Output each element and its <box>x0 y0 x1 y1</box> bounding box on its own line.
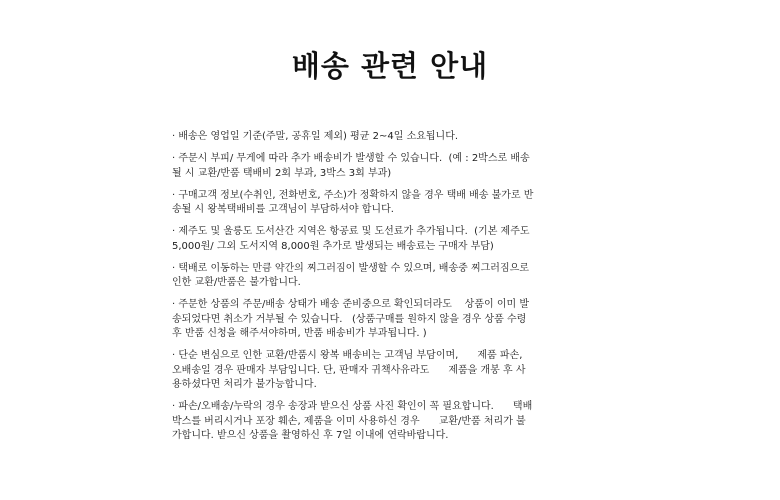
notice-item <box>172 400 612 444</box>
notice-item <box>172 262 612 291</box>
page-title: 배송 관련 안내 <box>291 49 489 83</box>
notice-item <box>172 298 612 342</box>
notice-line: 송되었다면 취소가 거부될 수 있습니다. (상품구매를 원하지 않을 경우 상품 수령 <box>172 313 527 325</box>
notice-line: · 주문한 상품의 주문/배송 상태가 배송 준비중으로 확인되더라도 상품이 이미 발 <box>172 299 529 310</box>
notice-line: 인한 교환/반품은 불가합니다. <box>172 277 301 288</box>
notice-list <box>172 130 612 451</box>
notice-item <box>172 130 612 145</box>
notice-line: · 단순 변심으로 인한 교환/반품시 왕복 배송비는 고객님 부담이며, 제품 파손, <box>172 350 523 361</box>
notice-line: 가합니다. 받으신 상품을 촬영하신 후 7일 이내에 연락바랍니다. <box>172 430 449 441</box>
notice-line: · 주문시 부피/ 무게에 따라 추가 배송비가 발생할 수 있습니다. (예 : 2박스로 배송 <box>172 153 530 164</box>
notice-line: 오배송일 경우 판매자 부담입니다. 단, 판매자 귀책사유라도 제품을 개봉 후 사 <box>172 364 526 376</box>
notice-line: · 배송은 영업일 기준(주말, 공휴일 제외) 평균 2~4일 소요됩니다. <box>172 131 459 142</box>
notice-line: 5,000원/ 그외 도서지역 8,000원 추가로 발생되는 배송료는 구매자 부담) <box>172 240 494 252</box>
notice-line: · 제주도 및 울릉도 도서산간 지역은 항공료 및 도선료가 추가됩니다. (기본 제주도 <box>172 226 530 237</box>
notice-line: · 택배로 이동하는 만큼 약간의 찌그러짐이 발생할 수 있으며, 배송중 찌그러짐으로 <box>172 262 529 274</box>
notice-line: · 구매고객 정보(수취인, 전화번호, 주소)가 정확하지 않을 경우 택배 배송 불가로 반 <box>172 189 534 201</box>
notice-line: · 파손/오배송/누락의 경우 송장과 받으신 상품 사진 확인이 꼭 필요합니다. 택배 <box>172 401 533 412</box>
notice-item <box>172 225 612 254</box>
notice-line: 박스를 버리시거나 포장 훼손, 제품을 이미 사용하신 경우 교환/반품 처리가 불 <box>172 415 526 427</box>
notice-line: 송될 시 왕복택배비를 고객님이 부담하셔야 합니다. <box>172 204 394 215</box>
notice-line: 후 반품 신청을 해주셔야하며, 반품 배송비가 부과됩니다. ) <box>172 328 427 339</box>
notice-item <box>172 349 612 393</box>
notice-item <box>172 189 612 218</box>
notice-line: 용하셨다면 처리가 불가능합니다. <box>172 379 317 390</box>
notice-item <box>172 152 612 181</box>
notice-line: 될 시 교환/반품 택배비 2회 부과, 3박스 3회 부과) <box>172 167 392 179</box>
